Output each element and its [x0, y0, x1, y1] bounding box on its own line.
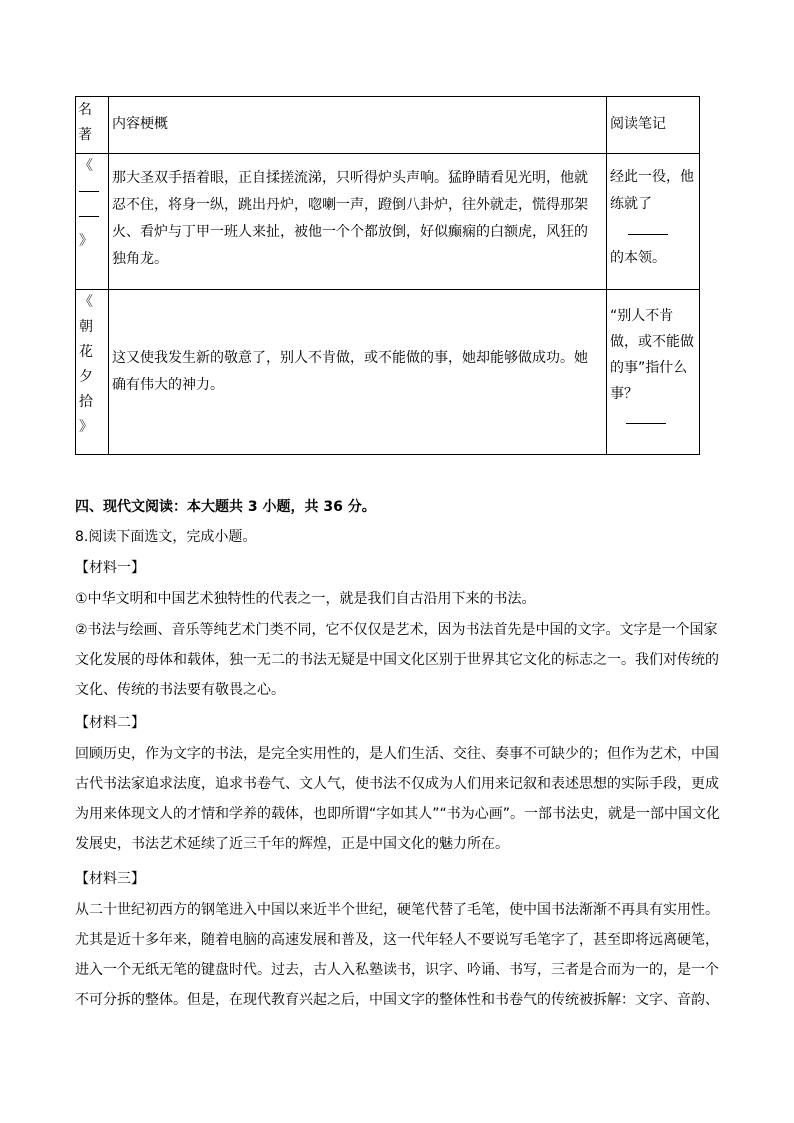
reading-table [75, 96, 700, 455]
title-char: 《 [79, 294, 93, 310]
table-header-row [76, 97, 700, 154]
table-row [76, 290, 700, 455]
header-cell-summary [109, 97, 607, 154]
title-cell [76, 290, 109, 455]
header-cell-title [76, 97, 109, 154]
title-char: 夕 [79, 369, 93, 385]
header-label-notes: 阅读笔记 [610, 116, 666, 132]
material-label: 【材料一】 [75, 560, 145, 576]
note-text: “别人不肯做，或不能做的事”指什么事？ [607, 290, 699, 433]
title-close-mark: 》 [79, 233, 93, 249]
title-char: 花 [79, 344, 93, 360]
header-label-title: 名著 [78, 102, 92, 143]
summary-cell [109, 154, 607, 290]
material-label: 【材料二】 [75, 715, 145, 731]
paragraph: 从二十世纪初西方的钢笔进入中国以来近半个世纪，硬笔代替了毛笔，使中国书法渐渐不再具有实用性。尤其是近十多年来，随着电脑的高速发展和普及，这一代年轻人不要说写毛笔字了，甚至即将远离硬笔，进入一个无纸无笔的键盘时代。过去，古人入私塾读书，识字、吟诵、书写，三者是合而为一的，是一个不可分拆的整体。但是，在现代教育兴起之后，中国文字的整体性和书卷气的传统被拆解：文字、音韵、 [75, 902, 719, 1008]
title-char: 朝 [79, 319, 93, 335]
notes-cell [607, 290, 700, 455]
title-blank-line [78, 179, 100, 204]
title-open-mark: 《 [79, 158, 93, 174]
title-char: 》 [79, 419, 93, 435]
paragraph: 回顾历史，作为文字的书法，是完全实用性的，是人们生活、交往、奏事不可缺少的；但作为艺术，中国古代书法家追求法度，追求书卷气、文人气，使书法不仅成为人们用来记叙和表述思想的实际手段，更成为用来体现文人的才情和学养的载体，也即所谓“字如其人”“书为心画”。一部书法史，就是一部中国文化发展史，书法艺术延续了近三千年的辉煌，正是中国文化的魅力所在。 [75, 746, 721, 852]
title-cell [76, 154, 109, 290]
title-blank-line [78, 204, 100, 229]
answer-blank [628, 220, 668, 235]
paragraph: ②书法与绘画、音乐等纯艺术门类不同，它不仅仅是艺术，因为书法首先是中国的文字。文字是一个国家文化发展的母体和载体，独一无二的书法无疑是中国文化区别于世界其它文化的标志之一。我们对传统的文化、传统的书法要有敬畏之心。 [75, 622, 719, 698]
summary-text: 那大圣双手捂着眼，正自揉搓流涕，只听得炉头声响。猛睁睛看见光明，他就忍不住，将身一纵，跳出丹炉，唿喇一声，蹬倒八卦炉，往外就走，慌得那架火、看炉与丁甲一班人来扯，被他一个个都放倒，好似癫痫的白额虎，风狂的独角龙。 [112, 170, 588, 267]
question-prompt: 8.阅读下面选文，完成小题。 [75, 529, 257, 545]
paragraph: ①中华文明和中国艺术独特性的代表之一，就是我们自古沿用下来的书法。 [75, 591, 536, 607]
material-label: 【材料三】 [75, 871, 145, 887]
section-heading: 四、现代文阅读：本大题共 3 小题，共 36 分。 [75, 499, 376, 515]
notes-cell [607, 154, 700, 290]
summary-text: 这又使我发生新的敬意了，别人不肯做，或不能做的事，她却能够做成功。她确有伟大的神力。 [112, 350, 588, 393]
summary-cell [109, 290, 607, 455]
table-row [76, 154, 700, 290]
title-char: 拾 [79, 394, 93, 410]
header-label-summary: 内容梗概 [112, 116, 168, 132]
answer-blank [626, 409, 666, 424]
header-cell-notes [607, 97, 700, 154]
note-text: 经此一役，他练就了 的本领。 [610, 169, 694, 266]
